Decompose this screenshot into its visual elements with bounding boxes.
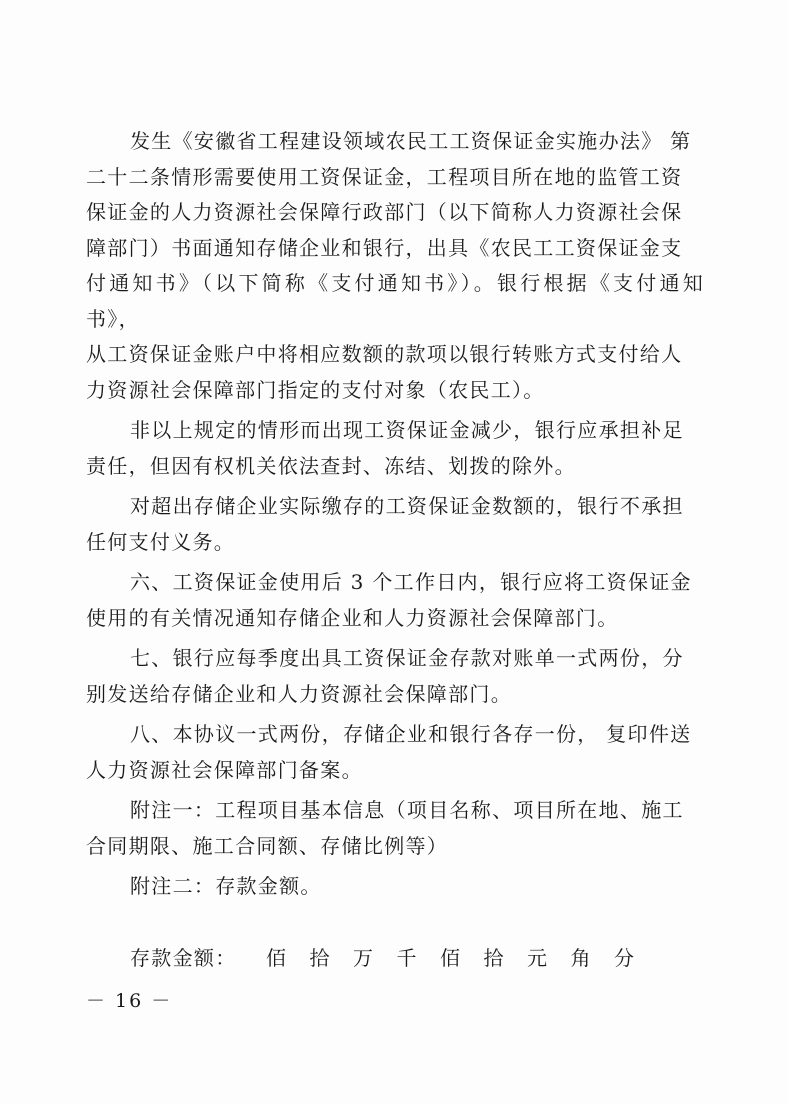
text-line: 力资源社会保障部门指定的支付对象（农民工）。: [86, 377, 545, 402]
paragraph-clause-six: [86, 565, 704, 636]
page-number: － 16 －: [86, 990, 173, 1012]
text-line: 别发送给存储企业和人力资源社会保障部门。: [86, 681, 512, 706]
amount-unit-fen: 分: [614, 946, 634, 970]
amount-unit-qian: 千: [396, 946, 417, 970]
text-line: 人力资源社会保障部门备案。: [86, 757, 363, 782]
text-line: 附注一：工程项目基本信息（项目名称、项目所在地、施工: [130, 798, 684, 822]
document-body: [86, 124, 704, 910]
paragraph-note-two: [86, 869, 704, 905]
amount-unit-wan: 万: [353, 946, 373, 970]
paragraph-no-excess-obligation: [86, 489, 704, 560]
paragraph-bank-liability: [86, 413, 704, 484]
amount-unit-yuan: 元: [527, 946, 547, 970]
text-line: 合同期限、施工合同额、存储比例等）: [86, 833, 449, 858]
paragraph-clause-seven: [86, 641, 704, 712]
text-line: 附注二：存款金额。: [130, 874, 322, 898]
text-line: 使用的有关情况通知存储企业和人力资源社会保障部门。: [86, 605, 619, 630]
text-line: 七、银行应每季度出具工资保证金存款对账单一式两份，分: [130, 646, 684, 670]
text-line: 八、本协议一式两份，存储企业和银行各存一份， 复印件送: [130, 722, 692, 746]
text-line: 付通知书》（以下简称《支付通知书》）。银行根据《支付通知书》，: [86, 271, 704, 331]
text-line: 保证金的人力资源社会保障行政部门（以下简称人力资源社会保: [86, 200, 683, 224]
paragraph-payment-trigger: [86, 124, 704, 408]
amount-unit-shi-2: 拾: [483, 946, 504, 970]
amount-unit-jiao: 角: [570, 946, 591, 970]
text-line: 发生《安徽省工程建设领域农民工工资保证金实施办法》 第: [130, 129, 692, 153]
amount-unit-shi: 拾: [309, 946, 330, 970]
text-line: 任何支付义务。: [86, 529, 236, 554]
amount-unit-bai-2: 佰: [440, 946, 460, 970]
text-line: 从工资保证金账户中将相应数额的款项以银行转账方式支付给人: [86, 342, 683, 366]
paragraph-note-one: [86, 793, 704, 864]
text-line: 非以上规定的情形而出现工资保证金减少，银行应承担补足: [130, 418, 684, 442]
text-line: 二十二条情形需要使用工资保证金，工程项目所在地的监管工资: [86, 164, 683, 189]
text-line: 责任，但因有权机关依法查封、冻结、划拨的除外。: [86, 453, 576, 478]
paragraph-clause-eight: [86, 717, 704, 788]
amount-unit-bai: 佰: [266, 946, 286, 970]
text-line: 对超出存储企业实际缴存的工资保证金数额的，银行不承担: [130, 494, 684, 518]
deposit-amount-label: 存款金额：: [130, 946, 237, 970]
deposit-amount-row: [130, 940, 658, 976]
text-line: 障部门）书面通知存储企业和银行，出具《农民工工资保证金支: [86, 235, 683, 260]
text-line: 六、工资保证金使用后 3 个工作日内，银行应将工资保证金: [130, 570, 692, 594]
